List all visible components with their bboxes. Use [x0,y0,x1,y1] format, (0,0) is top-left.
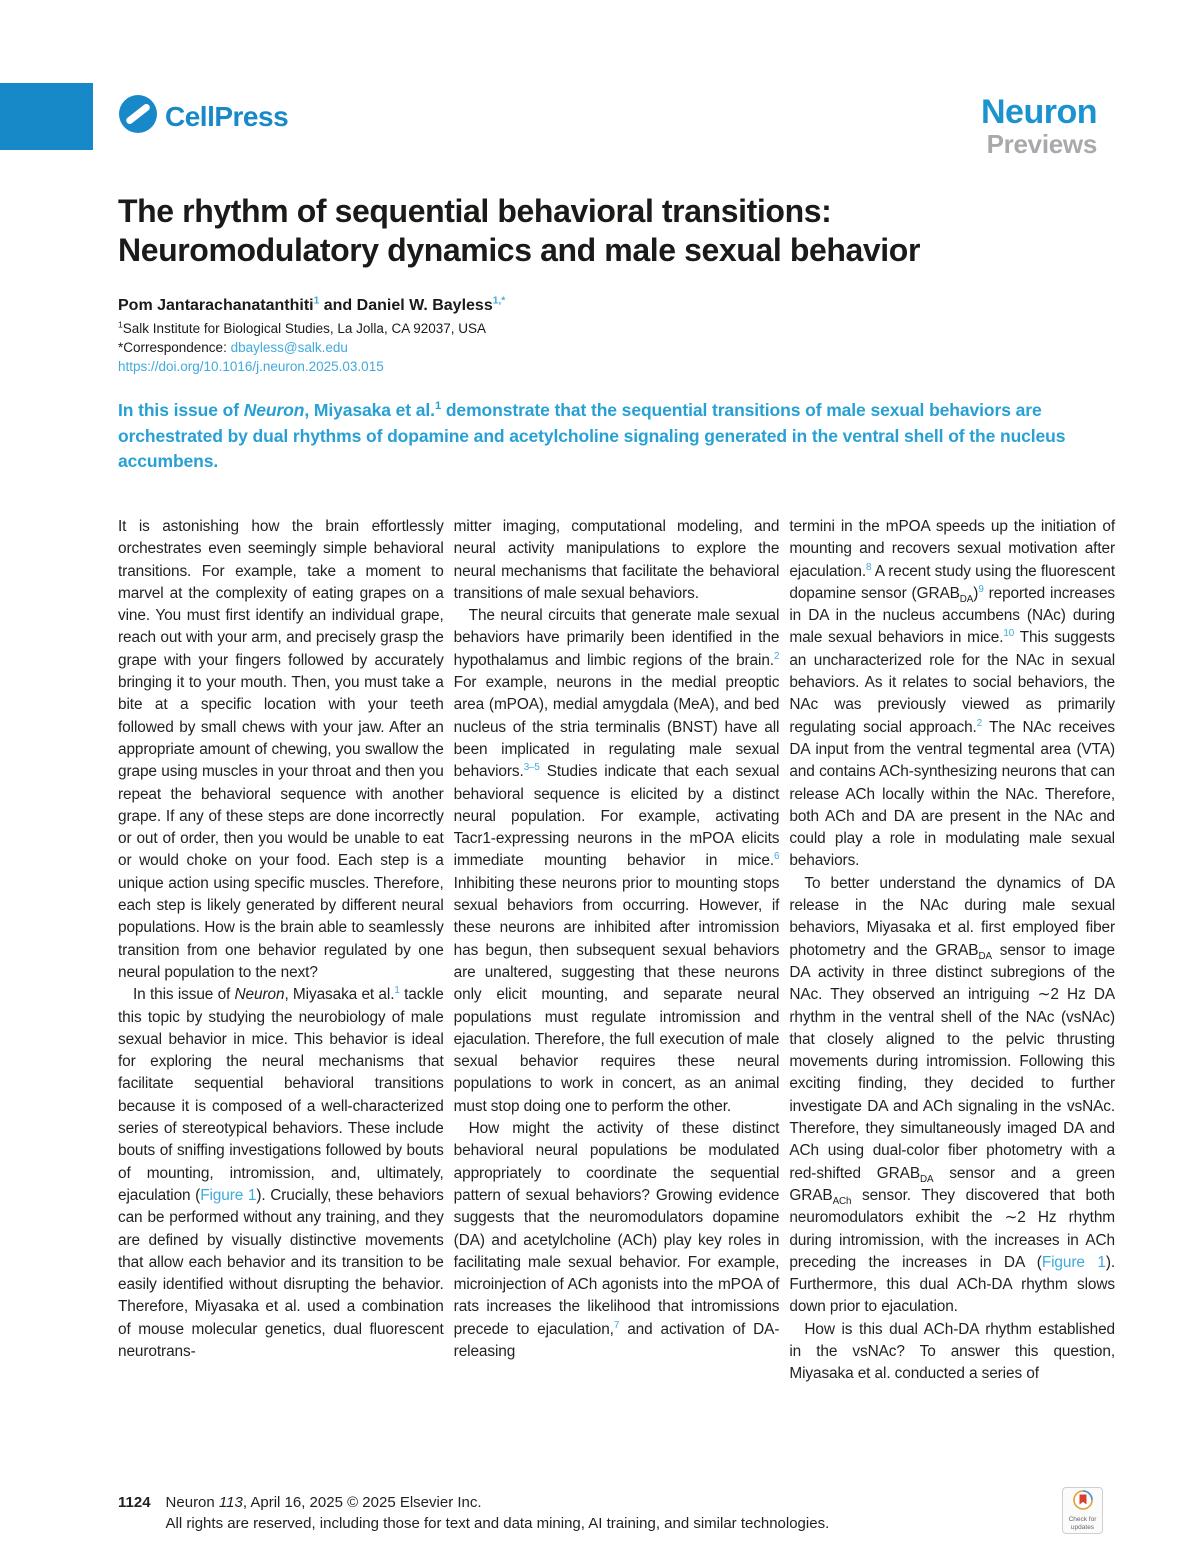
footer-citation: Neuron 113, April 16, 2025 © 2025 Elsevier Inc. [165,1494,482,1511]
journal-name: Neuron [981,93,1097,131]
check-badge-label-line2: updates [1070,1524,1095,1531]
article-title-line2: Neuromodulatory dynamics and male sexual behavior [118,232,920,268]
ref-8[interactable]: 8 [866,561,872,573]
ref-2[interactable]: 2 [773,650,780,662]
check-for-updates-icon [1073,1490,1093,1515]
paragraph: To better understand the dynamics of DA release in the NAc during male sexual behaviors, Miyasaka et al. first employed fiber photometry and the $GRAB_{DA}$ sensor to image DA activity in three distinct subregions of the NAc. They observed an intriguing ∼2 Hz DA rhythm in the ventral shell of the NAc (vsNAc) that closely aligned to the pelvic thrusting movements during intromission. Following this exciting finding, they decided to further investigate DA and ACh signaling in the vsNAc. Therefore, they simultaneously imaged DA and ACh using dual-color fiber photometry with a red-shifted $GRAB_{DA}$ sensor and a green $GRAB_{ACh}$ sensor. They discovered that both neuromodulators exhibit the ∼2 Hz rhythm during intromission, with the increases in ACh preceding the increases in DA (Figure 1). Furthermore, this dual ACh-DA rhythm slows down prior to ejaculation. [789,874,1116,1316]
article-title-line1: The rhythm of sequential behavioral transitions: [118,193,832,229]
check-for-updates-badge[interactable] [1062,1487,1103,1534]
body-column-1 [118,516,444,1386]
cellpress-logo-text: CellPress [165,100,289,132]
page-footer [118,1492,1018,1534]
ref-10[interactable]: 10 [1003,628,1015,640]
author-affiliation-ref-1[interactable]: 1 [313,295,320,307]
ref-2[interactable]: 2 [976,717,983,729]
ref-6[interactable]: 6 [773,851,780,863]
ref-7[interactable]: 7 [613,1319,620,1331]
body-column-2 [454,516,780,1386]
paragraph: It is astonishing how the brain effortlessly orchestrates even seemingly simple behavioral transitions. For example, take a moment to marvel at the complexity of eating grapes on a vine. You must first identify an individual grape, reach out with your arm, and precisely grasp the grape with your fingers followed by accurately bringing it to your mouth. Then, you must take a bite at a specific location with your teeth followed by small chews with your jaw. After an appropriate amount of chewing, you swallow the grape using muscles in your throat and then you repeat the behavioral sequence with another grape. If any of these steps are done incorrectly or out of order, then you would be unable to eat or would choke on your food. Each step is a unique action using specific muscles. Therefore, each step is likely generated by different neural populations. How is the brain able to seamlessly transition from one behavior regulated by one neural population to the next? [118,518,444,981]
paragraph: termini in the mPOA speeds up the initiation of mounting and recovers sexual motivation after ejaculation.$^8$ A recent study using the fluorescent dopamine sensor $(GRAB_{DA})^9$ reported increases in DA in the nucleus accumbens (NAc) during male sexual behaviors in mice.$^{10}$ This suggests an uncharacterized role for the NAc in sexual behaviors. As it relates to social behaviors, the NAc was previously viewed as primarily regulating social approach.$^2$ The NAc receives DA input from the ventral tegmental area (VTA) and contains ACh-synthesizing neurons that can release ACh locally within the NAc. Therefore, both ACh and DA are present in the NAc and could play a role in modulating male sexual behaviors. [789,518,1116,870]
figure-1-link[interactable]: Figure 1 [1041,1253,1106,1271]
paragraph: In this issue of Neuron, Miyasaka et al.$^1$ tackle this topic by studying the neurobiology of male sexual behavior in mice. This behavior is ideal for exploring the neural mechanisms that facilitate sequential behavioral transitions because it is composed of a well-characterized series of stereotypical behaviors. These include bouts of sniffing investigations followed by bouts of mounting, intromission, and, ultimately, ejaculation (Figure 1). Crucially, these behaviors can be performed without any training, and they are defined by visually distinctive movements that allow each behavior and its transition to be easily identified without disrupting the behavior. Therefore, Miyasaka et al. used a combination of mouse molecular genetics, dual fluorescent neurotrans- [118,985,444,1360]
body-column-3 [789,516,1115,1386]
cellpress-logo-icon [118,94,158,139]
journal-section: Previews [986,129,1097,159]
footer-page-number: 1124 [118,1494,151,1511]
authors-line: Pom Jantarachanatanthiti$^1$ and Daniel W. Bayless$^{1,*}$ [118,295,506,314]
journal-block [981,94,1097,158]
page-header [118,93,1097,159]
ref-1[interactable]: 1 [394,985,400,997]
footer-rights: All rights are reserved, including those for text and data mining, AI training, and similar technologies. [165,1515,830,1532]
figure-1-link[interactable]: Figure 1 [200,1186,257,1204]
paragraph: How might the activity of these distinct behavioral neural populations be modulated appropriately to coordinate the sequential pattern of sexual behaviors? Growing evidence suggests that the neuromodulators dopamine (DA) and acetylcholine (ACh) play key roles in facilitating male sexual behavior. For example, microinjection of ACh agonists into the mPOA of rats increases the likelihood that intromissions precede to ejaculation,$^7$ and activation of DA-releasing [453,1120,780,1360]
doi-link[interactable]: https://doi.org/10.1016/j.neuron.2025.03.015 [118,359,384,374]
article-body [118,516,1115,1386]
correspondence-line: *Correspondence: dbayless@salk.edu [118,340,348,355]
doi-line [118,359,384,374]
paragraph: The neural circuits that generate male sexual behaviors have primarily been identified in the hypothalamus and limbic regions of the brain.$^2$ For example, neurons in the medial preoptic area (mPOA), medial amygdala (MeA), and bed nucleus of the stria terminalis (BNST) have all been implicated in regulating male sexual behaviors.$^{3-5}$ Studies indicate that each sexual behavioral sequence is elicited by a distinct neural population. For example, activating Tacr1-expressing neurons in the mPOA elicits immediate mounting behavior in mice.$^6$ Inhibiting these neurons prior to mounting stops sexual behaviors from occurring. However, if these neurons are inhibited after intromission has begun, then subsequent sexual behaviors are unaltered, suggesting that these neurons only elicit mounting, and separate neural populations must regulate intromission and ejaculation. Therefore, the full execution of male sexual behavior requires these neural populations to work in concert, as an animal must stop doing one to perform the other. [453,607,780,1115]
ref-3-5[interactable]: 3–5 [523,762,540,774]
email-link[interactable]: dbayless@salk.edu [230,340,348,355]
cellpress-logo[interactable] [118,94,1097,139]
journal-color-tab [0,83,93,150]
paragraph: How is this dual ACh-DA rhythm established in the vsNAc? To answer this question, Miyasaka et al. conducted a series of [789,1320,1116,1383]
article-title [118,192,1118,270]
check-badge-label-line1: Check for [1068,1515,1097,1523]
ref-9[interactable]: 9 [978,583,984,595]
paragraph: mitter imaging, computational modeling, and neural activity manipulations to explore the neural mechanisms that facilitate the behavioral transitions of male sexual behaviors. [453,518,780,602]
affiliation-line: $^1$Salk Institute for Biological Studies, La Jolla, CA 92037, USA [118,319,486,336]
footer-text [166,1492,830,1534]
author-affiliation-ref-2[interactable]: 1,* [492,295,506,307]
abstract-text: In this issue of Neuron, Miyasaka et al.$^1$ demonstrate that the sequential transitions of male sexual behaviors are orchestrated by dual rhythms of dopamine and acetylcholine signaling generated in the ventral shell of the nucleus accumbens. [118,400,1066,471]
